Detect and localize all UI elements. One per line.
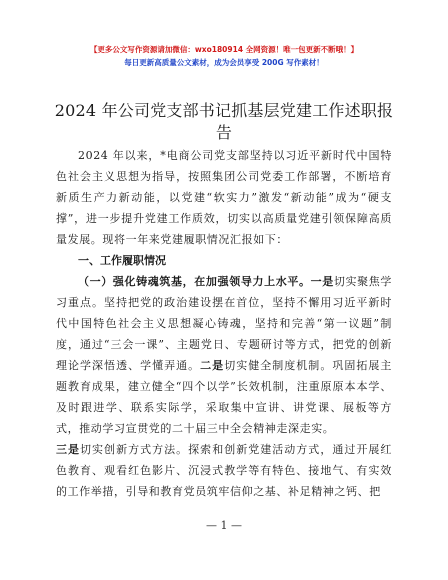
document-title: 2024 年公司党支部书记抓基层党建工作述职报告 <box>54 101 394 142</box>
page-number: — 1 — <box>206 519 242 532</box>
subsection-heading: （一）强化铸魂筑基，在加强领导力上水平。 <box>78 275 311 288</box>
point-text-3: 切实创新方式方法。探索和创新党建活动方式，通过开展红色教育、观看红色影片、沉浸式教学等有特色、接地气、有实效的工作举措，引导和教育党员筑牢信仰之基、补足精神之钙、把 <box>56 443 392 498</box>
point-text-1: 切实聚焦学习重点。坚持把党的政治建设摆在首位，坚持不懈用习近平新时代中国特色社会主义思想凝心铸魂，坚持和完善“第一议题”制度，通过“三会一课”、主题党日、专题研讨等方式，把党的创新理论学深悟透、学懂弄通。 <box>56 275 393 372</box>
promo-banner-red: 【更多公文写作资源请加微信：wxo180914 全网资源！唯一包更新不断哦！】 <box>89 45 359 54</box>
intro-paragraph: 2024 年以来，*电商公司党支部坚持以习近平新时代中国特色社会主义思想为指导，按照集团公司党委工作部署，不断培育新质生产力新动能，以党建“软实力”激发“新动能”成为“硬支撑”，进一步提升党建工作质效，切实以高质量党建引领保障高质量发展。现将一年来党建履职情况汇报如下： <box>56 149 392 246</box>
point-paragraph-3 <box>56 439 392 502</box>
point-lead-2: 二是 <box>200 359 225 372</box>
point-text-2: 切实健全制度机制。巩固拓展主题教育成果，建立健全“四个以学”长效机制，注重原原本本学、及时跟进学、联系实际学，采取集中宣讲、讲党课、展板等方式，推动学习宣贯党的二十届三中全会精神走深走实。 <box>56 359 392 435</box>
section-heading: 一、工作履职情况 <box>78 254 166 267</box>
point-lead-1: 一是 <box>310 275 334 288</box>
promo-banner-blue: 每日更新高质量公文素材，成为会员享受 200G 写作素材！ <box>124 58 324 67</box>
point-lead-3: 三是 <box>56 443 81 456</box>
subsection-paragraph <box>56 271 392 439</box>
document-body <box>56 145 392 502</box>
